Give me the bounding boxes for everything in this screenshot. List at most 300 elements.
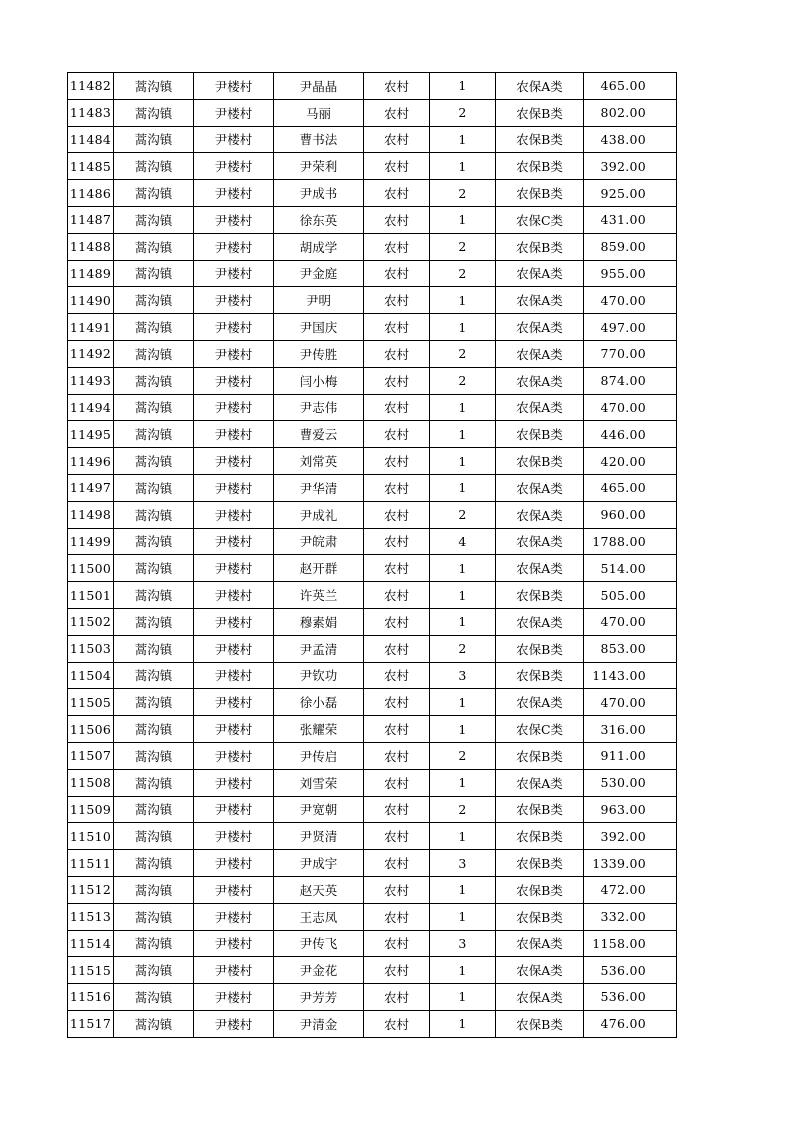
name-cell: 穆素娟 (274, 608, 364, 635)
household-size-cell: 1 (430, 126, 496, 153)
table-row (68, 957, 677, 984)
table-row (68, 903, 677, 930)
village-cell: 尹楼村 (194, 903, 274, 930)
town-cell: 蒿沟镇 (114, 73, 194, 100)
town-cell: 蒿沟镇 (114, 662, 194, 689)
amount-cell: 431.00 (584, 206, 677, 233)
name-cell: 尹志伟 (274, 394, 364, 421)
village-cell: 尹楼村 (194, 501, 274, 528)
area-type-cell: 农村 (364, 582, 430, 609)
category-cell: 农保B类 (496, 662, 584, 689)
household-size-cell: 1 (430, 689, 496, 716)
category-cell: 农保B类 (496, 233, 584, 260)
category-cell: 农保B类 (496, 823, 584, 850)
town-cell: 蒿沟镇 (114, 716, 194, 743)
area-type-cell: 农村 (364, 287, 430, 314)
village-cell: 尹楼村 (194, 823, 274, 850)
amount-cell: 470.00 (584, 394, 677, 421)
name-cell: 尹芳芳 (274, 984, 364, 1011)
household-size-cell: 1 (430, 474, 496, 501)
town-cell: 蒿沟镇 (114, 287, 194, 314)
household-size-cell: 3 (430, 662, 496, 689)
town-cell: 蒿沟镇 (114, 850, 194, 877)
amount-cell: 470.00 (584, 608, 677, 635)
category-cell: 农保A类 (496, 394, 584, 421)
village-cell: 尹楼村 (194, 528, 274, 555)
amount-cell: 332.00 (584, 903, 677, 930)
town-cell: 蒿沟镇 (114, 1010, 194, 1037)
household-size-cell: 1 (430, 287, 496, 314)
village-cell: 尹楼村 (194, 367, 274, 394)
serial-no-cell: 11512 (68, 876, 114, 903)
village-cell: 尹楼村 (194, 689, 274, 716)
table-row (68, 635, 677, 662)
name-cell: 曹爱云 (274, 421, 364, 448)
serial-no-cell: 11504 (68, 662, 114, 689)
area-type-cell: 农村 (364, 153, 430, 180)
category-cell: 农保A类 (496, 528, 584, 555)
area-type-cell: 农村 (364, 206, 430, 233)
amount-cell: 536.00 (584, 984, 677, 1011)
category-cell: 农保A类 (496, 984, 584, 1011)
name-cell: 尹传胜 (274, 340, 364, 367)
table-row (68, 769, 677, 796)
category-cell: 农保A类 (496, 555, 584, 582)
village-cell: 尹楼村 (194, 984, 274, 1011)
household-size-cell: 1 (430, 823, 496, 850)
amount-cell: 911.00 (584, 742, 677, 769)
name-cell: 王志凤 (274, 903, 364, 930)
amount-cell: 392.00 (584, 153, 677, 180)
table-row (68, 876, 677, 903)
name-cell: 刘雪荣 (274, 769, 364, 796)
category-cell: 农保C类 (496, 716, 584, 743)
roster-table (67, 72, 677, 1038)
area-type-cell: 农村 (364, 314, 430, 341)
table-row (68, 287, 677, 314)
amount-cell: 955.00 (584, 260, 677, 287)
town-cell: 蒿沟镇 (114, 206, 194, 233)
table-row (68, 206, 677, 233)
category-cell: 农保B类 (496, 99, 584, 126)
town-cell: 蒿沟镇 (114, 314, 194, 341)
name-cell: 赵开群 (274, 555, 364, 582)
amount-cell: 446.00 (584, 421, 677, 448)
village-cell: 尹楼村 (194, 314, 274, 341)
name-cell: 马丽 (274, 99, 364, 126)
category-cell: 农保A类 (496, 930, 584, 957)
serial-no-cell: 11498 (68, 501, 114, 528)
serial-no-cell: 11493 (68, 367, 114, 394)
village-cell: 尹楼村 (194, 769, 274, 796)
category-cell: 农保A类 (496, 367, 584, 394)
name-cell: 胡成学 (274, 233, 364, 260)
name-cell: 赵天英 (274, 876, 364, 903)
category-cell: 农保B类 (496, 582, 584, 609)
name-cell: 许英兰 (274, 582, 364, 609)
category-cell: 农保A类 (496, 769, 584, 796)
village-cell: 尹楼村 (194, 260, 274, 287)
village-cell: 尹楼村 (194, 635, 274, 662)
name-cell: 尹成宇 (274, 850, 364, 877)
serial-no-cell: 11483 (68, 99, 114, 126)
town-cell: 蒿沟镇 (114, 582, 194, 609)
amount-cell: 438.00 (584, 126, 677, 153)
amount-cell: 925.00 (584, 180, 677, 207)
name-cell: 尹金庭 (274, 260, 364, 287)
area-type-cell: 农村 (364, 876, 430, 903)
serial-no-cell: 11505 (68, 689, 114, 716)
serial-no-cell: 11500 (68, 555, 114, 582)
village-cell: 尹楼村 (194, 1010, 274, 1037)
amount-cell: 963.00 (584, 796, 677, 823)
table-row (68, 1010, 677, 1037)
serial-no-cell: 11513 (68, 903, 114, 930)
town-cell: 蒿沟镇 (114, 823, 194, 850)
household-size-cell: 2 (430, 501, 496, 528)
name-cell: 尹荣利 (274, 153, 364, 180)
amount-cell: 497.00 (584, 314, 677, 341)
amount-cell: 465.00 (584, 474, 677, 501)
name-cell: 尹金花 (274, 957, 364, 984)
town-cell: 蒿沟镇 (114, 796, 194, 823)
amount-cell: 392.00 (584, 823, 677, 850)
table-row (68, 608, 677, 635)
name-cell: 张耀荣 (274, 716, 364, 743)
category-cell: 农保A类 (496, 73, 584, 100)
category-cell: 农保A类 (496, 957, 584, 984)
table-row (68, 421, 677, 448)
area-type-cell: 农村 (364, 930, 430, 957)
household-size-cell: 1 (430, 716, 496, 743)
area-type-cell: 农村 (364, 689, 430, 716)
amount-cell: 1339.00 (584, 850, 677, 877)
area-type-cell: 农村 (364, 126, 430, 153)
village-cell: 尹楼村 (194, 340, 274, 367)
village-cell: 尹楼村 (194, 421, 274, 448)
town-cell: 蒿沟镇 (114, 501, 194, 528)
town-cell: 蒿沟镇 (114, 528, 194, 555)
household-size-cell: 3 (430, 930, 496, 957)
household-size-cell: 4 (430, 528, 496, 555)
serial-no-cell: 11516 (68, 984, 114, 1011)
serial-no-cell: 11496 (68, 448, 114, 475)
serial-no-cell: 11508 (68, 769, 114, 796)
table-row (68, 742, 677, 769)
name-cell: 尹传飞 (274, 930, 364, 957)
table-row (68, 394, 677, 421)
town-cell: 蒿沟镇 (114, 984, 194, 1011)
name-cell: 尹华清 (274, 474, 364, 501)
category-cell: 农保B类 (496, 876, 584, 903)
serial-no-cell: 11485 (68, 153, 114, 180)
village-cell: 尹楼村 (194, 180, 274, 207)
serial-no-cell: 11484 (68, 126, 114, 153)
roster-body (68, 73, 677, 1038)
area-type-cell: 农村 (364, 73, 430, 100)
table-row (68, 448, 677, 475)
amount-cell: 470.00 (584, 287, 677, 314)
name-cell: 曹书法 (274, 126, 364, 153)
amount-cell: 514.00 (584, 555, 677, 582)
serial-no-cell: 11515 (68, 957, 114, 984)
serial-no-cell: 11501 (68, 582, 114, 609)
serial-no-cell: 11511 (68, 850, 114, 877)
town-cell: 蒿沟镇 (114, 555, 194, 582)
name-cell: 尹国庆 (274, 314, 364, 341)
household-size-cell: 1 (430, 769, 496, 796)
village-cell: 尹楼村 (194, 73, 274, 100)
area-type-cell: 农村 (364, 984, 430, 1011)
household-size-cell: 2 (430, 180, 496, 207)
table-row (68, 555, 677, 582)
household-size-cell: 2 (430, 340, 496, 367)
amount-cell: 316.00 (584, 716, 677, 743)
area-type-cell: 农村 (364, 99, 430, 126)
serial-no-cell: 11497 (68, 474, 114, 501)
category-cell: 农保B类 (496, 421, 584, 448)
area-type-cell: 农村 (364, 340, 430, 367)
table-row (68, 99, 677, 126)
amount-cell: 1158.00 (584, 930, 677, 957)
area-type-cell: 农村 (364, 555, 430, 582)
serial-no-cell: 11486 (68, 180, 114, 207)
table-row (68, 340, 677, 367)
area-type-cell: 农村 (364, 367, 430, 394)
area-type-cell: 农村 (364, 903, 430, 930)
amount-cell: 770.00 (584, 340, 677, 367)
area-type-cell: 农村 (364, 662, 430, 689)
name-cell: 尹晶晶 (274, 73, 364, 100)
table-row (68, 582, 677, 609)
amount-cell: 960.00 (584, 501, 677, 528)
name-cell: 尹皖肃 (274, 528, 364, 555)
household-size-cell: 1 (430, 608, 496, 635)
household-size-cell: 2 (430, 367, 496, 394)
amount-cell: 874.00 (584, 367, 677, 394)
amount-cell: 853.00 (584, 635, 677, 662)
village-cell: 尹楼村 (194, 394, 274, 421)
village-cell: 尹楼村 (194, 448, 274, 475)
area-type-cell: 农村 (364, 1010, 430, 1037)
household-size-cell: 1 (430, 421, 496, 448)
serial-no-cell: 11506 (68, 716, 114, 743)
area-type-cell: 农村 (364, 742, 430, 769)
town-cell: 蒿沟镇 (114, 448, 194, 475)
category-cell: 农保A类 (496, 340, 584, 367)
amount-cell: 505.00 (584, 582, 677, 609)
amount-cell: 1788.00 (584, 528, 677, 555)
table-row (68, 367, 677, 394)
town-cell: 蒿沟镇 (114, 367, 194, 394)
town-cell: 蒿沟镇 (114, 742, 194, 769)
table-row (68, 689, 677, 716)
town-cell: 蒿沟镇 (114, 474, 194, 501)
village-cell: 尹楼村 (194, 582, 274, 609)
area-type-cell: 农村 (364, 850, 430, 877)
town-cell: 蒿沟镇 (114, 608, 194, 635)
town-cell: 蒿沟镇 (114, 126, 194, 153)
household-size-cell: 1 (430, 1010, 496, 1037)
serial-no-cell: 11487 (68, 206, 114, 233)
area-type-cell: 农村 (364, 635, 430, 662)
town-cell: 蒿沟镇 (114, 769, 194, 796)
town-cell: 蒿沟镇 (114, 903, 194, 930)
household-size-cell: 1 (430, 206, 496, 233)
category-cell: 农保B类 (496, 850, 584, 877)
household-size-cell: 3 (430, 850, 496, 877)
table-row (68, 662, 677, 689)
table-row (68, 73, 677, 100)
serial-no-cell: 11503 (68, 635, 114, 662)
household-size-cell: 1 (430, 153, 496, 180)
table-row (68, 716, 677, 743)
table-row (68, 260, 677, 287)
name-cell: 尹明 (274, 287, 364, 314)
town-cell: 蒿沟镇 (114, 233, 194, 260)
category-cell: 农保A类 (496, 689, 584, 716)
name-cell: 尹钦功 (274, 662, 364, 689)
table-row (68, 930, 677, 957)
village-cell: 尹楼村 (194, 153, 274, 180)
category-cell: 农保B类 (496, 126, 584, 153)
amount-cell: 859.00 (584, 233, 677, 260)
table-row (68, 984, 677, 1011)
serial-no-cell: 11490 (68, 287, 114, 314)
table-row (68, 796, 677, 823)
town-cell: 蒿沟镇 (114, 394, 194, 421)
town-cell: 蒿沟镇 (114, 635, 194, 662)
household-size-cell: 1 (430, 448, 496, 475)
village-cell: 尹楼村 (194, 930, 274, 957)
serial-no-cell: 11491 (68, 314, 114, 341)
household-size-cell: 2 (430, 99, 496, 126)
town-cell: 蒿沟镇 (114, 689, 194, 716)
category-cell: 农保A类 (496, 260, 584, 287)
category-cell: 农保B类 (496, 742, 584, 769)
table-row (68, 126, 677, 153)
village-cell: 尹楼村 (194, 716, 274, 743)
household-size-cell: 1 (430, 555, 496, 582)
name-cell: 闫小梅 (274, 367, 364, 394)
table-row (68, 180, 677, 207)
household-size-cell: 2 (430, 233, 496, 260)
name-cell: 尹贤清 (274, 823, 364, 850)
amount-cell: 472.00 (584, 876, 677, 903)
name-cell: 徐小磊 (274, 689, 364, 716)
area-type-cell: 农村 (364, 260, 430, 287)
serial-no-cell: 11492 (68, 340, 114, 367)
village-cell: 尹楼村 (194, 742, 274, 769)
name-cell: 尹传启 (274, 742, 364, 769)
serial-no-cell: 11499 (68, 528, 114, 555)
amount-cell: 420.00 (584, 448, 677, 475)
category-cell: 农保B类 (496, 796, 584, 823)
amount-cell: 802.00 (584, 99, 677, 126)
area-type-cell: 农村 (364, 394, 430, 421)
name-cell: 徐东英 (274, 206, 364, 233)
amount-cell: 536.00 (584, 957, 677, 984)
village-cell: 尹楼村 (194, 99, 274, 126)
village-cell: 尹楼村 (194, 662, 274, 689)
serial-no-cell: 11509 (68, 796, 114, 823)
amount-cell: 465.00 (584, 73, 677, 100)
table-row (68, 528, 677, 555)
area-type-cell: 农村 (364, 448, 430, 475)
area-type-cell: 农村 (364, 716, 430, 743)
serial-no-cell: 11517 (68, 1010, 114, 1037)
category-cell: 农保A类 (496, 287, 584, 314)
table-row (68, 233, 677, 260)
table-row (68, 823, 677, 850)
area-type-cell: 农村 (364, 823, 430, 850)
town-cell: 蒿沟镇 (114, 957, 194, 984)
area-type-cell: 农村 (364, 233, 430, 260)
area-type-cell: 农村 (364, 957, 430, 984)
village-cell: 尹楼村 (194, 876, 274, 903)
town-cell: 蒿沟镇 (114, 99, 194, 126)
area-type-cell: 农村 (364, 528, 430, 555)
category-cell: 农保A类 (496, 608, 584, 635)
household-size-cell: 2 (430, 796, 496, 823)
town-cell: 蒿沟镇 (114, 930, 194, 957)
town-cell: 蒿沟镇 (114, 260, 194, 287)
household-size-cell: 1 (430, 957, 496, 984)
serial-no-cell: 11510 (68, 823, 114, 850)
category-cell: 农保A类 (496, 474, 584, 501)
village-cell: 尹楼村 (194, 555, 274, 582)
name-cell: 尹孟清 (274, 635, 364, 662)
amount-cell: 470.00 (584, 689, 677, 716)
household-size-cell: 1 (430, 984, 496, 1011)
area-type-cell: 农村 (364, 180, 430, 207)
table-row (68, 850, 677, 877)
area-type-cell: 农村 (364, 474, 430, 501)
household-size-cell: 1 (430, 876, 496, 903)
name-cell: 刘常英 (274, 448, 364, 475)
area-type-cell: 农村 (364, 501, 430, 528)
village-cell: 尹楼村 (194, 126, 274, 153)
category-cell: 农保B类 (496, 635, 584, 662)
name-cell: 尹成书 (274, 180, 364, 207)
town-cell: 蒿沟镇 (114, 153, 194, 180)
village-cell: 尹楼村 (194, 474, 274, 501)
category-cell: 农保B类 (496, 448, 584, 475)
household-size-cell: 1 (430, 582, 496, 609)
category-cell: 农保B类 (496, 903, 584, 930)
amount-cell: 530.00 (584, 769, 677, 796)
household-size-cell: 2 (430, 635, 496, 662)
area-type-cell: 农村 (364, 421, 430, 448)
village-cell: 尹楼村 (194, 957, 274, 984)
area-type-cell: 农村 (364, 769, 430, 796)
serial-no-cell: 11514 (68, 930, 114, 957)
table-row (68, 474, 677, 501)
serial-no-cell: 11507 (68, 742, 114, 769)
village-cell: 尹楼村 (194, 206, 274, 233)
table-row (68, 314, 677, 341)
category-cell: 农保B类 (496, 153, 584, 180)
household-size-cell: 1 (430, 314, 496, 341)
table-row (68, 501, 677, 528)
amount-cell: 476.00 (584, 1010, 677, 1037)
category-cell: 农保B类 (496, 1010, 584, 1037)
area-type-cell: 农村 (364, 608, 430, 635)
serial-no-cell: 11502 (68, 608, 114, 635)
village-cell: 尹楼村 (194, 850, 274, 877)
category-cell: 农保B类 (496, 180, 584, 207)
serial-no-cell: 11482 (68, 73, 114, 100)
